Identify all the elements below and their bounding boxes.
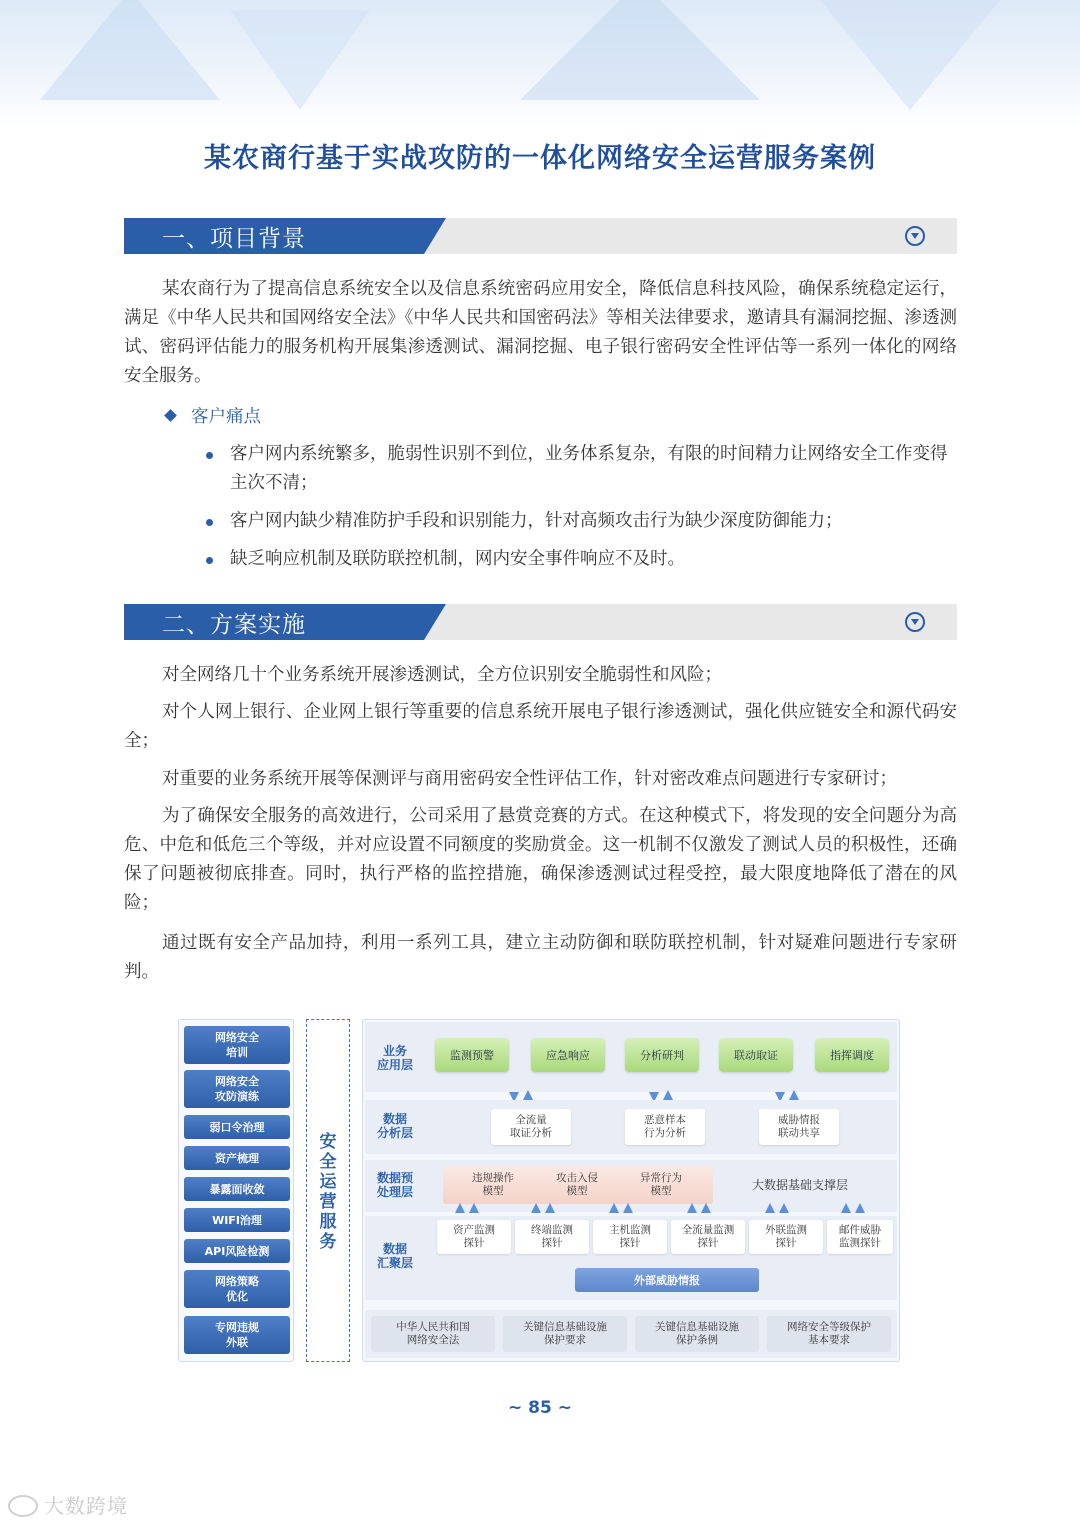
- implementation-paragraph: 对个人网上银行、企业网上银行等重要的信息系统开展电子银行渗透测试，强化供应链安全和源代码安全；: [124, 702, 957, 751]
- collect-probe-chip: 邮件威胁 监测探针: [827, 1220, 893, 1254]
- arrow-up-icon: [841, 1203, 851, 1213]
- arrow-up-icon: [545, 1203, 555, 1213]
- service-item: WIFI治理: [184, 1208, 290, 1232]
- list-item: [206, 545, 957, 574]
- list-item-text: 缺乏响应机制及联防联控机制，网内安全事件响应不及时。: [230, 549, 685, 569]
- preprocess-chip: 异常行为 模型: [640, 1172, 682, 1197]
- app-layer-chip: 分析研判: [625, 1038, 699, 1072]
- chevron-down-icon[interactable]: [905, 612, 925, 632]
- external-threat-intel-chip: 外部威胁情报: [575, 1268, 759, 1292]
- layer-label: 数据 汇聚层: [376, 1242, 413, 1270]
- implementation-paragraph: 对全网络几十个业务系统开展渗透测试，全方位识别安全脆弱性和风险；: [162, 665, 722, 685]
- analysis-layer: [365, 1100, 897, 1154]
- collect-probe-chip: 资产监测 探针: [437, 1220, 511, 1254]
- layer-label: 数据 分析层: [376, 1112, 413, 1140]
- law-layer: [365, 1310, 897, 1358]
- implementation-paragraph: 对重要的业务系统开展等保测评与商用密码安全性评估工作，针对密改难点问题进行专家研讨；: [162, 769, 897, 789]
- arrow-up-icon: [469, 1203, 479, 1213]
- arrow-up-icon: [523, 1090, 533, 1100]
- service-item: 专网违规 外联: [184, 1316, 290, 1354]
- vertical-label-char: 运: [319, 1172, 337, 1192]
- section-header-background: [124, 604, 957, 640]
- app-layer-chip: 指挥调度: [815, 1038, 889, 1072]
- document-title: 某农商行基于实战攻防的一体化网络安全运营服务案例: [204, 143, 876, 174]
- big-data-support-label: 大数据基础支撑层: [751, 1177, 848, 1192]
- regulation-chip: 关键信息基础设施 保护要求: [503, 1316, 627, 1352]
- arrow-up-icon: [455, 1203, 465, 1213]
- arrow-up-icon: [687, 1203, 697, 1213]
- layer-label: 数据预 处理层: [376, 1171, 413, 1199]
- bullet-dot-icon: [206, 452, 213, 459]
- arrow-up-icon: [855, 1203, 865, 1213]
- regulation-chip: 中华人民共和国 网络安全法: [371, 1316, 495, 1352]
- analysis-chip: 威胁情报 联动共享: [759, 1109, 839, 1145]
- chevron-down-icon[interactable]: [905, 226, 925, 246]
- collect-layer: [365, 1216, 897, 1300]
- list-item: [206, 440, 957, 498]
- vertical-label-char: 安: [319, 1132, 337, 1152]
- vertical-label-char: 营: [319, 1192, 337, 1212]
- implementation-paragraph: 为了确保安全服务的高效进行，公司采用了悬赏竞赛的方式。在这种模式下，将发现的安全问题分为高危、中危和低危三个等级，并对应设置不同额度的奖励赏金。这一机制不仅激发了测试人员的积极性，还确保了问题被彻底排查。同时，执行严格的监控措施，确保渗透测试过程受控，最大限度地降低了潜在的风险；: [124, 806, 957, 913]
- arrow-up-icon: [779, 1203, 789, 1213]
- arrow-up-icon: [623, 1203, 633, 1213]
- list-item-text: 客户网内缺少精准防护手段和识别能力，针对高频攻击行为缺少深度防御能力；: [230, 511, 843, 531]
- service-item: 暴露面收敛: [184, 1177, 290, 1201]
- vertical-label-char: 务: [319, 1232, 337, 1252]
- diamond-bullet-icon: [164, 409, 177, 422]
- analysis-chip: 全流量 取证分析: [491, 1109, 571, 1145]
- preprocess-chip: 违规操作 模型: [472, 1172, 514, 1197]
- vertical-label-char: 全: [319, 1152, 337, 1172]
- layers-panel: [362, 1019, 900, 1362]
- implementation-paragraph: 通过既有安全产品加持，利用一系列工具，建立主动防御和联防联控机制，针对疑难问题进行专家研判。: [124, 933, 957, 982]
- architecture-diagram: [178, 1019, 900, 1362]
- app-layer-chip: 联动取证: [719, 1038, 793, 1072]
- service-item: 网络安全 攻防演练: [184, 1070, 290, 1108]
- watermark-text: 大数跨境: [44, 1494, 128, 1518]
- service-item: 弱口令治理: [184, 1115, 290, 1139]
- service-item: 资产梳理: [184, 1146, 290, 1170]
- analysis-chip: 恶意样本 行为分析: [625, 1109, 705, 1145]
- app-layer-chip: 监测预警: [435, 1038, 509, 1072]
- list-item-text: 客户网内系统繁多，脆弱性识别不到位，业务体系复杂，有限的时间精力让网络安全工作变得主次不清；: [230, 444, 948, 493]
- security-operations-label-box: [306, 1019, 350, 1362]
- section-heading: 一、项目背景: [162, 226, 306, 252]
- page-number: ~ 85 ~: [508, 1398, 572, 1418]
- section-heading: 二、方案实施: [162, 612, 306, 638]
- pain-points-heading: [166, 403, 261, 428]
- bullet-dot-icon: [206, 557, 213, 564]
- collect-probe-chip: 主机监测 探针: [593, 1220, 667, 1254]
- service-item: 网络策略 优化: [184, 1270, 290, 1308]
- vertical-label-char: 服: [319, 1212, 337, 1232]
- service-item: API风险检测: [184, 1239, 290, 1263]
- arrow-up-icon: [609, 1203, 619, 1213]
- list-item: [206, 507, 957, 536]
- watermark-logo-icon: [8, 1495, 38, 1517]
- app-layer: [365, 1022, 897, 1092]
- top-decorative-band: [0, 0, 1080, 130]
- layer-label: 业务 应用层: [376, 1044, 413, 1072]
- security-operations-label: [307, 1132, 349, 1252]
- arrow-up-icon: [701, 1203, 711, 1213]
- preprocess-chip: 攻击入侵 模型: [556, 1172, 598, 1197]
- regulation-chip: 网络安全等级保护 基本要求: [767, 1316, 891, 1352]
- background-paragraph: 某农商行为了提高信息系统安全以及信息系统密码应用安全，降低信息科技风险，确保系统稳定运行，满足《中华人民共和国网络安全法》《中华人民共和国密码法》等相关法律要求，邀请具有漏洞挖掘、渗透测试、密码评估能力的服务机构开展集渗透测试、漏洞挖掘、电子银行密码安全性评估等一系列一体化的网络安全服务。: [124, 279, 957, 386]
- arrow-up-icon: [789, 1090, 799, 1100]
- collect-probe-chip: 全流量监测 探针: [671, 1220, 745, 1254]
- bullet-dot-icon: [206, 519, 213, 526]
- pain-points-label: 客户痛点: [191, 407, 261, 427]
- watermark: [8, 1490, 128, 1519]
- app-layer-chip: 应急响应: [531, 1038, 605, 1072]
- collect-probe-chip: 终端监测 探针: [515, 1220, 589, 1254]
- service-list-panel: [178, 1019, 294, 1362]
- arrow-up-icon: [765, 1203, 775, 1213]
- arrow-up-icon: [531, 1203, 541, 1213]
- service-item: 网络安全 培训: [184, 1026, 290, 1064]
- arrow-up-icon: [663, 1090, 673, 1100]
- section-header-background: [124, 218, 957, 254]
- collect-probe-chip: 外联监测 探针: [749, 1220, 823, 1254]
- regulation-chip: 关键信息基础设施 保护条例: [635, 1316, 759, 1352]
